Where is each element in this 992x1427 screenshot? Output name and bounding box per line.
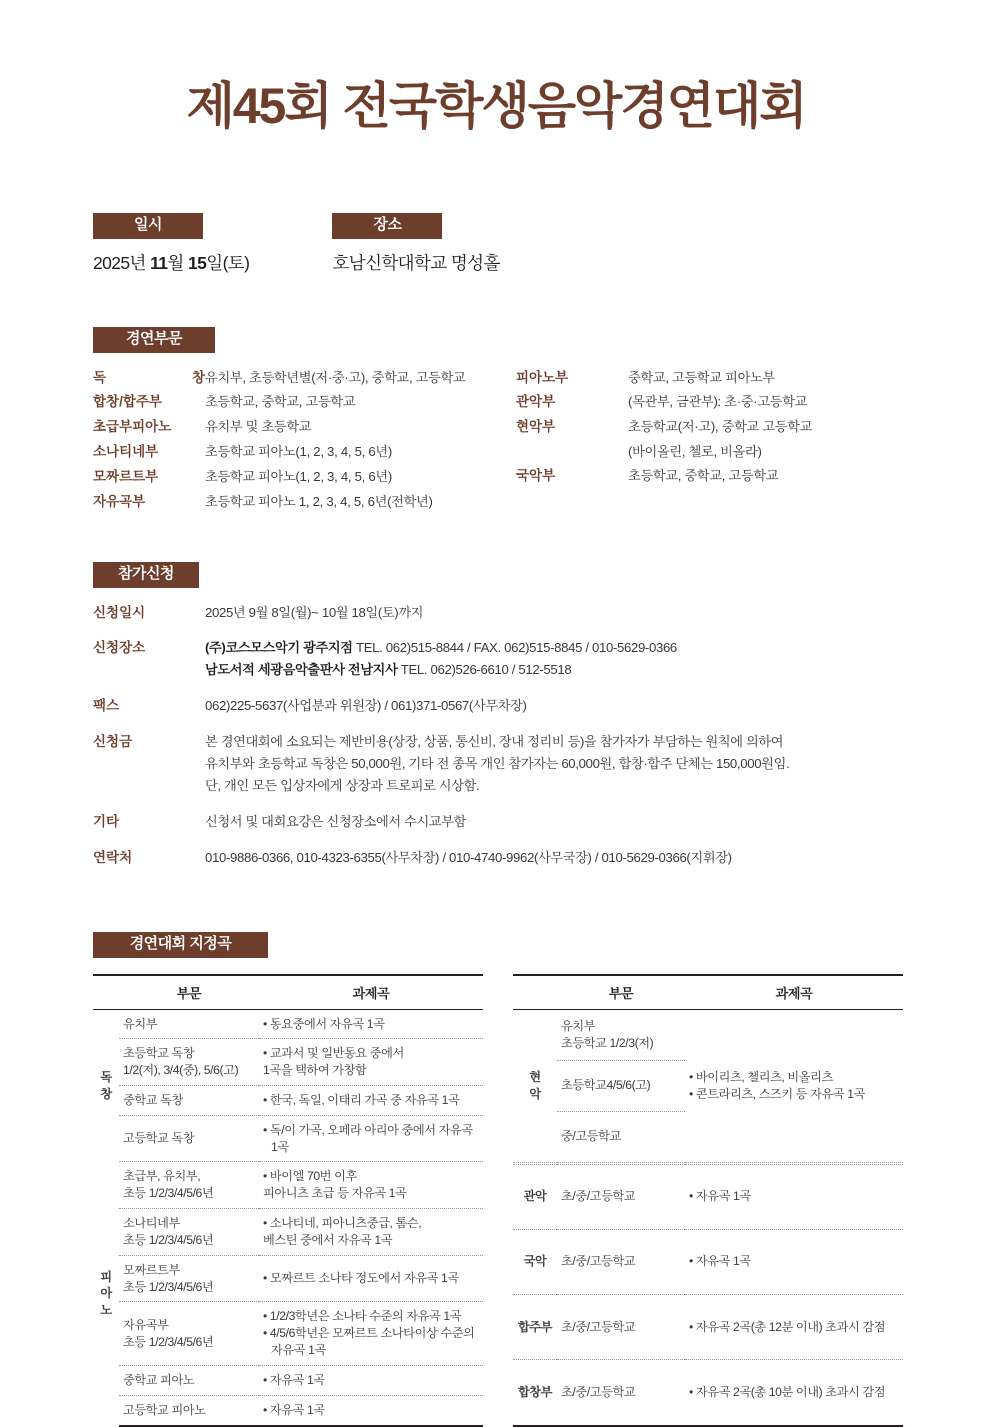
cell-part: 초/중/고등학교 [557,1360,685,1426]
cell-task [259,1209,483,1256]
table-header-row [513,975,903,1010]
part-name: 중학교 피아노 [123,1372,195,1387]
application-line: 본 경연대회에 소요되는 제반비용(상장, 상품, 통신비, 장내 정리비 등)을 참가자가 부담하는 원칙에 의하여 [205,734,784,750]
event-place-block [332,213,732,275]
category-row [93,441,500,463]
task-line: • 콘트라리츠, 스즈키 등 자유곡 1곡 [689,1086,866,1101]
date-day: 15 [188,252,207,273]
task-line: • 1/2/3학년은 소나타 수준의 자유곡 1곡 [263,1309,462,1324]
cell-task [685,1229,903,1294]
date-mid: 월 [167,252,188,273]
application-venue-contact: TEL. 062)515-8844 / FAX. 062)515-8845 / 010-5629-0366 [352,640,677,656]
part-name: 고등학교 피아노 [123,1402,206,1417]
cell-part [557,1111,685,1162]
task-line: • 자유곡 1곡 [689,1189,751,1204]
table-row [93,1162,483,1209]
task-line: • 자유곡 2곡(총 12분 이내) 초과시 감점 [689,1319,886,1334]
application-label: 연락처 [93,849,133,865]
category-label: 합창/합주부 [93,394,162,410]
part-name: 모짜르트부 [123,1262,180,1277]
application-venue-contact: TEL. 062)526-6610 / 512-5518 [397,662,572,678]
category-label: 관악부 [516,394,556,410]
task-line: • 교과서 및 일반동요 중에서 [263,1046,404,1061]
rail-header [513,975,557,1010]
cell-part [119,1085,259,1115]
category-value: 초등학교, 중학교, 고등학교 [205,394,356,410]
rail-label-chorus: 합창부 [513,1360,557,1426]
rail-label-piano [93,1162,119,1426]
task-line: • 자유곡 1곡 [263,1402,325,1417]
cell-part [119,1365,259,1395]
part-name: 유치부 [561,1018,596,1033]
categories-section [93,327,923,516]
application-row-fax [93,695,953,717]
application-line: 062)225-5637(사업분과 위원장) / 061)371-0567(사무차장) [205,698,527,714]
category-row [93,491,500,513]
task-line: 피아니츠 초급 등 자유곡 1곡 [263,1186,407,1201]
table-row [513,1360,903,1426]
application-row-date [93,602,953,624]
songs-heading: 경연대회 지정곡 [93,932,268,958]
cell-part [119,1209,259,1256]
application-line [205,659,677,681]
category-label: 자유곡부 [93,493,146,509]
rail-label-vocal [93,1009,119,1162]
part-name: 소나티네부 [123,1216,180,1231]
col-header-part: 부문 [557,975,685,1010]
table-row [93,1115,483,1162]
cell-task [685,1294,903,1359]
application-venue-name: 남도서적 세광음악출판사 전남지사 [205,662,398,678]
col-header-task: 과제곡 [259,975,483,1010]
application-label: 신청일시 [93,604,146,620]
application-value [205,695,527,717]
table-header-row [93,975,483,1010]
part-detail: 1/2(저), 3/4(중), 5/6(고) [123,1063,239,1078]
cell-part [119,1162,259,1209]
application-value [205,811,466,833]
category-row [516,416,923,438]
event-info [93,213,913,275]
category-value: (목관부, 금관부): 초·중·고등학교 [628,394,808,410]
application-value [205,602,423,624]
rail-char: 노 [100,1303,112,1318]
category-label: 모짜르트부 [93,468,159,484]
cell-task [685,1360,903,1426]
application-line: 신청서 및 대회요강은 신청장소에서 수시교부함 [205,813,467,829]
cell-part [557,1009,685,1060]
task-line: 1곡을 택하여 가창함 [263,1063,367,1078]
application-label: 기타 [93,813,120,829]
task-line: • 바이엘 70번 이후 [263,1169,357,1184]
rail-label-gugak: 국악 [513,1229,557,1294]
category-value: 초등학교, 중학교, 고등학교 [628,468,779,484]
table-row-strings [513,1009,903,1060]
cell-task [259,1085,483,1115]
place-chip-label: 장소 [332,213,442,239]
rail-char: 악 [529,1086,541,1101]
application-section [93,562,953,883]
event-date-block [93,213,328,275]
categories-right-column [500,367,923,516]
category-label: 피아노부 [516,369,569,385]
task-line: • 자유곡 1곡 [689,1254,751,1269]
category-row [93,416,500,438]
table-row [93,1365,483,1395]
category-row [93,466,500,488]
application-row-fee [93,731,953,797]
part-name: 유치부 [123,1016,158,1031]
rail-label-strings [513,1009,557,1162]
application-row-place [93,637,953,681]
cell-task [259,1365,483,1395]
application-value [205,847,732,869]
application-label: 신청금 [93,734,133,750]
application-value [205,637,677,681]
task-line: • 모짜르트 소나타 정도에서 자유곡 1곡 [263,1271,459,1286]
date-chip-label: 일시 [93,213,203,239]
cell-task [259,1255,483,1302]
event-date-value [93,250,328,275]
part-name: 초등학교 독창 [123,1046,195,1061]
date-pre: 2025년 [93,252,151,273]
rail-char: 창 [100,1086,112,1101]
part-name: 중학교 독창 [123,1092,183,1107]
cell-task [685,1009,903,1162]
table-row [513,1229,903,1294]
cell-task [259,1009,483,1039]
part-detail: 초등 1/2/3/4/5/6년 [123,1279,214,1294]
table-row [93,1209,483,1256]
date-month: 11 [150,252,168,273]
category-row [93,391,500,413]
category-value: 유치부 및 초등학교 [205,419,312,435]
category-label: 현악부 [516,419,556,435]
category-row [516,465,923,487]
categories-heading: 경연부문 [93,327,215,353]
task-line: • 바이리츠, 첼리츠, 비올리츠 [689,1069,833,1084]
table-row [93,1039,483,1086]
category-value: 초등학교 피아노(1, 2, 3, 4, 5, 6년) [205,468,392,484]
cell-part [119,1395,259,1425]
table-row [93,1085,483,1115]
cell-part: 초/중/고등학교 [557,1229,685,1294]
rail-char: 독 [100,1069,112,1084]
application-line: 010-9886-0366, 010-4323-6355(사무차장) / 010-4740-9962(사무국장) / 010-5629-0366(지휘장) [205,849,732,865]
categories-left-column [93,367,500,516]
part-name: 중/고등학교 [561,1129,621,1144]
table-row [513,1294,903,1359]
cell-task [259,1302,483,1365]
part-detail: 초등 1/2/3/4/5/6년 [123,1232,214,1247]
cell-part: 초/중/고등학교 [557,1164,685,1229]
cell-task [259,1039,483,1086]
cell-task [259,1162,483,1209]
rail-label-wind: 관악 [513,1164,557,1229]
cell-task [685,1164,903,1229]
rail-char: 현 [529,1069,541,1084]
task-line: • 동요중에서 자유곡 1곡 [263,1016,385,1031]
cell-part [119,1009,259,1039]
application-venue-name: (주)코스모스악기 광주지점 [205,640,353,656]
cell-part [119,1115,259,1162]
part-name: 자유곡부 [123,1317,169,1332]
table-row [93,1255,483,1302]
category-value: 초등학교 피아노(1, 2, 3, 4, 5, 6년) [205,444,392,460]
category-value-continued: (바이올린, 첼로, 비올라) [628,444,762,460]
application-line [205,637,677,659]
part-detail: 초등 1/2/3/4/5/6년 [123,1334,214,1349]
table-row [513,1164,903,1229]
cell-part: 초/중/고등학교 [557,1294,685,1359]
task-line: • 4/5/6학년은 모짜르트 소나타이상 수준의 자유곡 1곡 [263,1326,475,1358]
cell-part [119,1039,259,1086]
application-line: 단, 개인 모든 입상자에게 상장과 트로피로 시상함. [205,777,480,793]
task-line: • 독/이 가곡, 오페라 아리아 중에서 자유곡 1곡 [263,1122,473,1154]
event-place-value: 호남신학대학교 명성홀 [332,252,500,273]
application-value [205,731,789,797]
application-line: 유치부와 초등학교 독창은 50,000원, 기타 전 종목 개인 참가자는 60,000원, 합창·합주 단체는 150,000원임. [205,756,790,772]
category-row [516,367,923,389]
application-row-other [93,811,953,833]
category-label: 초급부피아노 [93,419,172,435]
task-line: • 자유곡 1곡 [263,1372,325,1387]
table-row [93,1395,483,1425]
task-line: 베스틴 중에서 자유곡 1곡 [263,1232,393,1247]
task-line: • 자유곡 2곡(총 10분 이내) 초과시 감점 [689,1384,886,1399]
cell-task [259,1395,483,1425]
application-label: 신청장소 [93,640,146,656]
category-row [516,391,923,413]
col-header-part: 부문 [119,975,259,1010]
category-label: 독 창 [93,369,205,385]
category-label: 소나티네부 [93,444,159,460]
category-value: 초등학교 피아노 1, 2, 3, 4, 5, 6년(전학년) [205,493,433,509]
category-value: 초등학교(저·고), 중학교 고등학교 [628,419,813,435]
songs-section [93,932,953,1427]
part-name: 초등학교 1/2/3(저) [561,1035,654,1050]
application-heading: 참가신청 [93,562,199,588]
cell-part [119,1302,259,1365]
part-detail: 초등 1/2/3/4/5/6년 [123,1186,214,1201]
cell-part [119,1255,259,1302]
part-name: 초급부, 유치부, [123,1169,201,1184]
page-title: 제45회 전국학생음악경연대회 [186,78,806,134]
category-value: 중학교, 고등학교 피아노부 [628,369,775,385]
songs-table-left [93,974,483,1427]
table-row [93,1302,483,1365]
cell-part [557,1060,685,1111]
task-line: • 한국, 독일, 이태리 가곡 중 자유곡 1곡 [263,1092,460,1107]
task-line: • 소나티네, 피아니츠중급, 톰슨, [263,1216,422,1231]
category-label: 국악부 [516,468,556,484]
rail-char: 아 [100,1286,112,1301]
songs-table-right [513,974,903,1427]
rail-label-ensemble: 합주부 [513,1294,557,1359]
rail-header [93,975,119,1010]
col-header-task: 과제곡 [685,975,903,1010]
category-row [93,367,500,389]
part-name: 고등학교 독창 [123,1131,195,1146]
cell-task [259,1115,483,1162]
application-line: 2025년 9월 8일(월)~ 10월 18일(토)까지 [205,604,424,620]
date-post: 일(토) [206,252,250,273]
rail-char: 피 [100,1269,112,1284]
table-row [93,1009,483,1039]
category-value: 유치부, 초등학년별(저·중·고), 중학교, 고등학교 [205,369,466,385]
part-name: 초등학교4/5/6(고) [561,1078,651,1093]
application-row-contact [93,847,953,869]
application-label: 팩스 [93,698,120,714]
